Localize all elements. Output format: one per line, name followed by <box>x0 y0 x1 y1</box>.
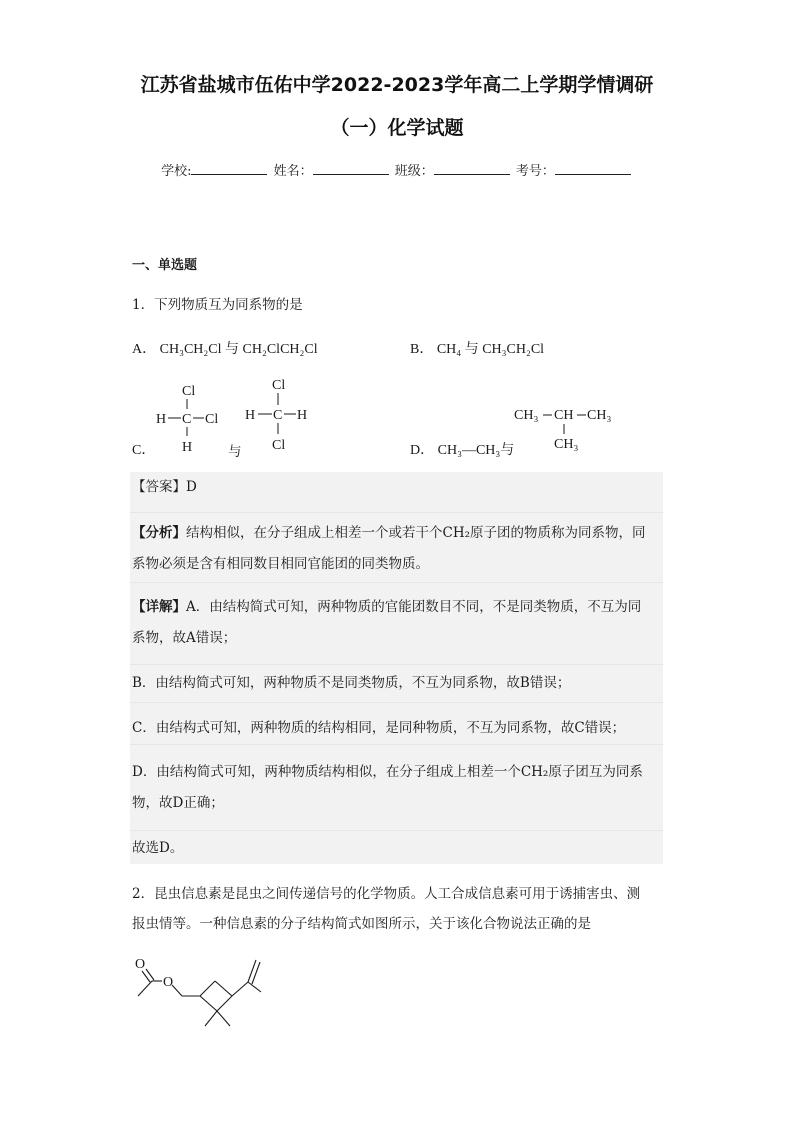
detail-line-c: C．由结构式可知，两种物质的结构相同，是同种物质，不互为同系物，故C错误； <box>132 720 626 736</box>
q1-option-b-formula1: CH₄ <box>436 342 462 357</box>
exam-title-line1: 江苏省盐城市伍佑中学2022-2023学年高二上学期学情调研 <box>140 74 654 96</box>
class-blank <box>434 162 510 175</box>
q1-option-b-formula2: CH₃CH₂Cl <box>482 342 545 357</box>
school-label: 学校: <box>161 164 192 179</box>
carbonyl-oxygen-atom: O <box>135 957 146 972</box>
detail-tag: 【详解】 <box>132 599 186 615</box>
detail-line-d1: D．由结构简式可知，两种物质结构相似，在分子组成上相差一个CH₂原子团互为同系 <box>132 764 643 780</box>
class-label: 班级： <box>394 164 434 179</box>
q2-pheromone-structure <box>128 952 288 1037</box>
detail-line-a2: 系物，故A错误； <box>132 630 237 646</box>
q1-option-c-structure1 <box>150 378 230 458</box>
q1-stem: 1．下列物质互为同系物的是 <box>132 297 303 313</box>
q1-option-d-label: D． <box>410 443 435 458</box>
s2-bottom-atom: Cl <box>272 438 286 453</box>
q1-option-a <box>132 338 318 358</box>
detail-line-b: B．由结构简式可知，两种物质不是同类物质，不互为同系物，故B错误； <box>132 675 571 691</box>
q1-option-b-label: B． <box>410 342 434 357</box>
q1-option-d-conj: 与 <box>500 443 515 458</box>
number-blank <box>555 162 631 175</box>
analysis-line2: 系物必须是含有相同数目相同官能团的同类物质。 <box>132 556 429 572</box>
s1-top-atom: Cl <box>182 384 196 399</box>
q1-option-b <box>410 338 544 358</box>
section-heading: 一、单选题 <box>132 258 198 273</box>
detail-a-separator <box>130 664 663 665</box>
school-blank <box>191 162 267 175</box>
detail-line-a1 <box>132 592 641 623</box>
analysis-tag: 【分析】 <box>132 525 186 541</box>
isobutane-right-group: CH₃ <box>587 408 612 423</box>
detail-a-text1: A．由结构简式可知，两种物质的官能团数目不同，不是同类物质，不互为同 <box>186 599 642 615</box>
exam-title-line2: （一）化学试题 <box>330 117 464 139</box>
detail-c-separator <box>130 744 663 745</box>
isobutane-bottom-group: CH₃ <box>554 437 579 452</box>
q1-option-d-structure <box>512 400 622 455</box>
answer-value: D <box>186 479 197 495</box>
student-info-row <box>0 160 794 179</box>
q1-option-a-label: A． <box>132 342 157 357</box>
q1-option-a-formula1: CH₃CH₂Cl <box>159 342 222 357</box>
name-blank <box>313 162 389 175</box>
s1-bottom-atom: H <box>182 440 193 455</box>
detail-line-d2: 物，故D正确； <box>132 795 224 811</box>
s1-right-atom: Cl <box>205 412 219 427</box>
analysis-text1: 结构相似，在分子组成上相差一个或若干个CH₂原子团的物质称为同系物，同 <box>186 525 646 541</box>
ester-oxygen-atom: O <box>163 975 174 990</box>
q1-option-a-conj: 与 <box>225 342 240 357</box>
answer-tag: 【答案】 <box>132 479 186 495</box>
q1-option-d-formula1: CH₃—CH₃ <box>437 443 501 458</box>
detail-d-separator <box>130 830 663 831</box>
q1-option-a-formula2: CH₂ClCH₂Cl <box>242 342 318 357</box>
analysis-separator <box>130 582 663 583</box>
isobutane-left-group: CH₃ <box>514 408 539 423</box>
q2-stem-line1: 2．昆虫信息素是昆虫之间传递信号的化学物质。人工合成信息素可用于诱捕害虫、测 <box>132 886 641 902</box>
q1-option-b-conj: 与 <box>464 342 479 357</box>
q1-option-d <box>410 439 514 459</box>
q1-option-c-conj: 与 <box>228 444 242 460</box>
answer-separator <box>130 512 663 513</box>
q2-stem-line2: 报虫情等。一种信息素的分子结构简式如图所示，关于该化合物说法正确的是 <box>132 916 591 932</box>
number-label: 考号： <box>515 164 555 179</box>
conclusion-line: 故选D。 <box>132 840 184 856</box>
q1-option-c-label: C． <box>132 443 156 458</box>
s2-center-atom: C <box>273 408 283 423</box>
s1-center-atom: C <box>182 412 192 427</box>
name-label: 姓名： <box>273 164 313 179</box>
s2-right-atom: H <box>297 408 308 423</box>
q1-option-c-structure2 <box>242 372 322 457</box>
isobutane-center-group: CH <box>554 408 574 423</box>
detail-b-separator <box>130 702 663 703</box>
s2-left-atom: H <box>245 408 256 423</box>
analysis-line1 <box>132 518 646 549</box>
answer-line <box>132 472 197 503</box>
s1-left-atom: H <box>156 412 167 427</box>
s2-top-atom: Cl <box>272 378 286 393</box>
